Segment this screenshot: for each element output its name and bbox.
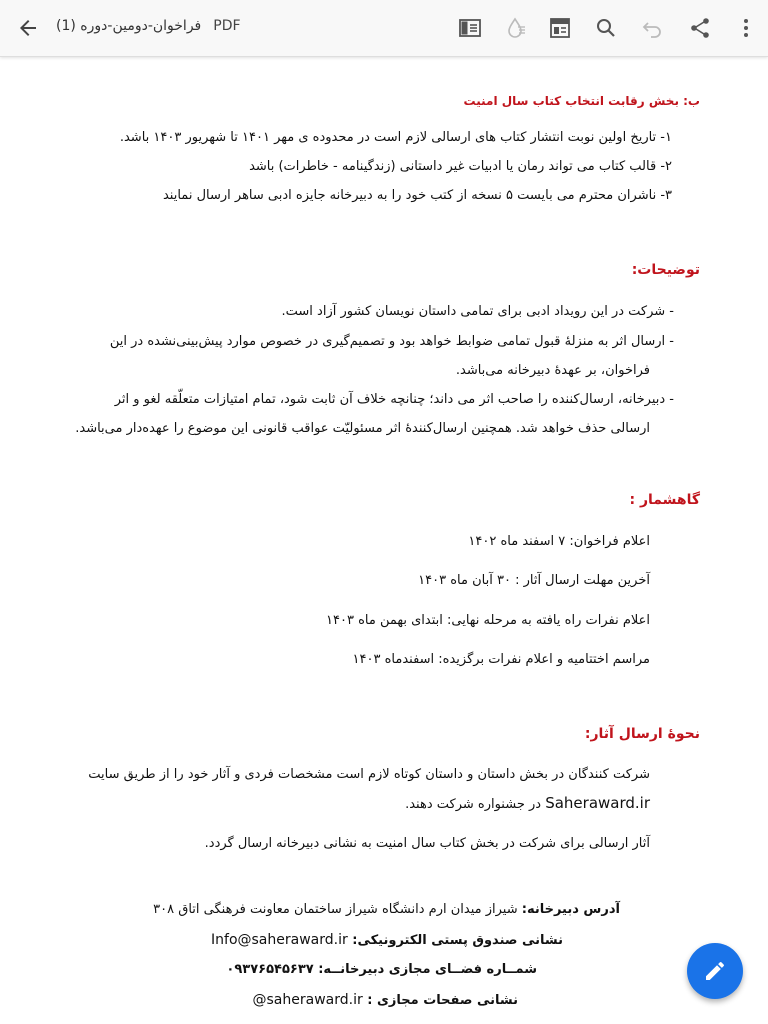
reading-mode-icon[interactable] [458, 16, 482, 40]
submission-line: شرکت کنندگان در بخش داستان و داستان کوتاه لازم است مشخصات فردی و آثار خود را از طریق سایت [88, 767, 650, 782]
timeline-item: آخرین مهلت ارسال آثار : ۳۰ آبان ماه ۱۴۰۳ [418, 573, 650, 588]
phone-value: ۰۹۳۷۶۵۴۵۶۳۷ [226, 962, 314, 977]
notes-line: - دبیرخانه، ارسال‌کننده را صاحب اثر می داند؛ چنانچه خلاف آن ثابت شود، تمام امتیازات متعلّقه لغو و اثر [114, 392, 674, 407]
address-label: آدرس دبیرخانه: [521, 902, 620, 917]
notes-line: ارسالی حذف خواهد شد. همچنین ارسال‌کنندهٔ اثر مسئولیّت عواقب قانونی این موضوع را عهده‌دار می‌باشد. [75, 421, 650, 436]
email-label: نشانی صندوق پستی الکترونیکی: [352, 933, 563, 948]
ink-drop-icon[interactable] [504, 16, 528, 40]
address-line [153, 902, 620, 917]
timeline-heading: گاهشمار : [629, 492, 700, 508]
timeline-item: اعلام فراخوان: ۷ اسفند ماه ۱۴۰۲ [468, 534, 650, 549]
search-icon[interactable] [594, 16, 618, 40]
social-label: نشانی صفحات مجازی : [367, 993, 518, 1008]
section-b-item: ۱- تاریخ اولین نوبت انتشار کتاب های ارسالی لازم است در محدوده ی مهر ۱۴۰۱ تا شهریور ۱۴۰۳ باشد. [119, 130, 672, 145]
address-value: شیراز میدان ارم دانشگاه شیراز ساختمان معاونت فرهنگی اتاق ۳۰۸ [153, 902, 518, 917]
site-link[interactable]: Saheraward.ir [545, 794, 650, 812]
share-icon[interactable] [688, 16, 712, 40]
social-value[interactable]: @saheraward.ir [252, 992, 363, 1008]
submission-heading: نحوهٔ ارسال آثار: [584, 726, 700, 742]
edit-fab-button[interactable] [687, 943, 743, 999]
timeline-item: مراسم اختتامیه و اعلام نفرات برگزیده: اسفندماه ۱۴۰۳ [352, 652, 650, 667]
phone-line [226, 962, 537, 977]
section-b-item: ۳- ناشران محترم می بایست ۵ نسخه از کتب خود را به دبیرخانه جایزه ادبی ساهر ارسال نمایند [162, 188, 672, 203]
notes-line: - شرکت در این رویداد ادبی برای تمامی داستان نویسان کشور آزاد است. [281, 304, 674, 319]
edit-pencil-icon [703, 959, 727, 983]
submission-line-2 [405, 794, 650, 812]
more-icon[interactable] [734, 16, 758, 40]
undo-icon[interactable] [640, 16, 664, 40]
email-line [211, 932, 563, 948]
phone-label: شمــاره فضــای مجازی دبیرخانــه: [318, 962, 537, 977]
document-page [60, 64, 700, 1024]
document-title [56, 18, 241, 34]
notes-heading: توضیحات: [631, 262, 700, 278]
timeline-item: اعلام نفرات راه یافته به مرحله نهایی: ابتدای بهمن ماه ۱۴۰۳ [326, 613, 650, 628]
page-layout-icon[interactable] [548, 16, 572, 40]
section-b-title: ب: بخش رقابت انتخاب کتاب سال امنیت [463, 94, 700, 108]
social-line [253, 992, 518, 1008]
email-value[interactable]: Info@saheraward.ir [211, 932, 348, 948]
document-name: فراخوان-دومین-دوره (1) [56, 18, 202, 34]
submission-line-2-text: در جشنواره شرکت دهند. [405, 797, 542, 812]
notes-line: فراخوان، بر عهدهٔ دبیرخانه می‌باشد. [455, 363, 650, 378]
top-app-bar [0, 0, 768, 57]
notes-line: - ارسال اثر به منزلهٔ قبول تمامی ضوابط خواهد بود و تصمیم‌گیری در خصوص موارد پیش‌بینی‌نشده در این [109, 334, 674, 349]
file-type-label: PDF [213, 18, 241, 34]
submission-line: آثار ارسالی برای شرکت در بخش کتاب سال امنیت به نشانی دبیرخانه ارسال گردد. [204, 836, 650, 851]
back-arrow-icon[interactable] [16, 16, 40, 40]
section-b-item: ۲- قالب کتاب می تواند رمان یا ادبیات غیر داستانی (زندگینامه - خاطرات) باشد [249, 159, 672, 174]
